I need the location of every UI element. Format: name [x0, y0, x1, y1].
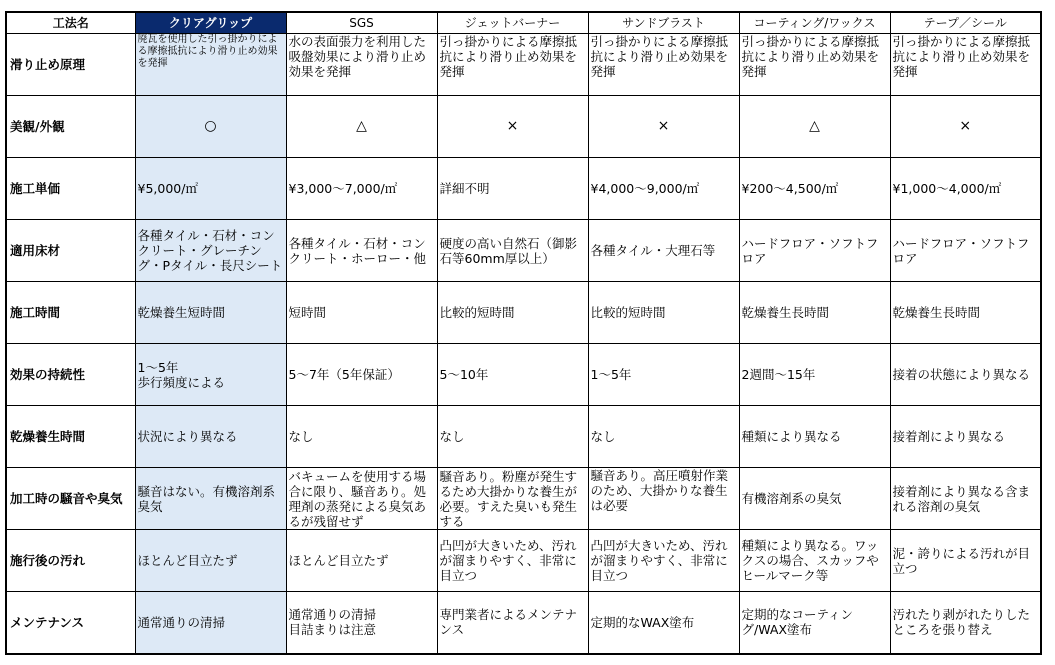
cell: 1～5年 [588, 344, 739, 406]
row-label: 施工単価 [6, 158, 135, 220]
method-header-clear-grip: クリアグリップ [135, 12, 286, 34]
cell: 乾燥養生長時間 [890, 282, 1041, 344]
cell: 状況により異なる [135, 406, 286, 468]
cell: 泥・誇りによる汚れが目立つ [890, 530, 1041, 592]
cell: 通常通りの清掃 [135, 592, 286, 654]
cell: 汚れたり剥がれたりしたところを張り替え [890, 592, 1041, 654]
method-header-sgs: SGS [286, 12, 437, 34]
cell: 各種タイル・大理石等 [588, 220, 739, 282]
cell: 接着の状態により異なる [890, 344, 1041, 406]
cell: なし [588, 406, 739, 468]
rating-symbol: △ [739, 96, 890, 158]
rating-symbol: × [437, 96, 588, 158]
comparison-table [5, 11, 1042, 655]
rating-symbol: × [890, 96, 1041, 158]
row-maintenance [6, 592, 1041, 654]
cell: 各種タイル・石材・コンクリート・グレーチング・Pタイル・長尺シート [135, 220, 286, 282]
cell: 引っ掛かりによる摩擦抵抗により滑り止め効果を発揮 [739, 34, 890, 96]
row-work-time [6, 282, 1041, 344]
cell: 5～10年 [437, 344, 588, 406]
cell: 凸凹が大きいため、汚れが溜まりやすく、非常に目立つ [588, 530, 739, 592]
cell: 比較的短時間 [588, 282, 739, 344]
row-noise-odor [6, 468, 1041, 530]
cell: ¥4,000～9,000/㎡ [588, 158, 739, 220]
method-name-header: 工法名 [6, 12, 135, 34]
row-label: 施工時間 [6, 282, 135, 344]
cell: ほとんど目立たず [286, 530, 437, 592]
cell: 有機溶剤系の臭気 [739, 468, 890, 530]
cell: 乾燥養生短時間 [135, 282, 286, 344]
cell: 比較的短時間 [437, 282, 588, 344]
row-floor-material [6, 220, 1041, 282]
cell: 乾燥養生長時間 [739, 282, 890, 344]
cell: 騒音あり。高圧噴射作業のため、大掛かりな養生は必要 [588, 468, 739, 530]
row-appearance [6, 96, 1041, 158]
cell: 1～5年 歩行頻度による [135, 344, 286, 406]
cell: 5～7年（5年保証） [286, 344, 437, 406]
row-dirt-after [6, 530, 1041, 592]
cell: ¥5,000/㎡ [135, 158, 286, 220]
cell: 凸凹が大きいため、汚れが溜まりやすく、非常に目立つ [437, 530, 588, 592]
rating-symbol: ○ [135, 96, 286, 158]
cell: 各種タイル・石材・コンクリート・ホーロー・他 [286, 220, 437, 282]
cell: 廃瓦を使用した引っ掛かりによる摩擦抵抗により滑り止め効果を発揮 [135, 34, 286, 96]
cell: ¥3,000～7,000/㎡ [286, 158, 437, 220]
header-row [6, 12, 1041, 34]
cell: 接着剤により異なる [890, 406, 1041, 468]
row-curing-time [6, 406, 1041, 468]
cell: 騒音はない。有機溶剤系臭気 [135, 468, 286, 530]
row-durability [6, 344, 1041, 406]
cell: なし [437, 406, 588, 468]
row-label: 適用床材 [6, 220, 135, 282]
cell: 定期的なWAX塗布 [588, 592, 739, 654]
cell: ¥200～4,500/㎡ [739, 158, 890, 220]
cell: ¥1,000～4,000/㎡ [890, 158, 1041, 220]
rating-symbol: × [588, 96, 739, 158]
row-label: 加工時の騒音や臭気 [6, 468, 135, 530]
cell: 水の表面張力を利用した吸盤効果により滑り止め効果を発揮 [286, 34, 437, 96]
cell: ハードフロア・ソフトフロア [739, 220, 890, 282]
row-label: メンテナンス [6, 592, 135, 654]
cell: 専門業者によるメンテナンス [437, 592, 588, 654]
cell: バキュームを使用する場合に限り、騒音あり。処理剤の蒸発による臭気あるが残留せず [286, 468, 437, 530]
row-label: 滑り止め原理 [6, 34, 135, 96]
row-unit-price [6, 158, 1041, 220]
method-header-tape-seal: テープ／シール [890, 12, 1041, 34]
cell: 騒音あり。粉塵が発生するため大掛かりな養生が必要。すえた臭いも発生する [437, 468, 588, 530]
rating-symbol: △ [286, 96, 437, 158]
cell: ハードフロア・ソフトフロア [890, 220, 1041, 282]
cell: 通常通りの清掃 目詰まりは注意 [286, 592, 437, 654]
row-principle [6, 34, 1041, 96]
cell: 引っ掛かりによる摩擦抵抗により滑り止め効果を発揮 [437, 34, 588, 96]
cell: 2週間～15年 [739, 344, 890, 406]
row-label: 効果の持続性 [6, 344, 135, 406]
row-label: 美観/外観 [6, 96, 135, 158]
cell: 定期的なコーティング/WAX塗布 [739, 592, 890, 654]
cell: 短時間 [286, 282, 437, 344]
method-header-jet-burner: ジェットバーナー [437, 12, 588, 34]
cell: 接着剤により異なる含まれる溶剤の臭気 [890, 468, 1041, 530]
cell: 硬度の高い自然石（御影石等60mm厚以上） [437, 220, 588, 282]
cell: ほとんど目立たず [135, 530, 286, 592]
method-header-sandblast: サンドブラスト [588, 12, 739, 34]
cell: なし [286, 406, 437, 468]
cell: 引っ掛かりによる摩擦抵抗により滑り止め効果を発揮 [588, 34, 739, 96]
cell: 種類により異なる。ワックスの場合、スカッフやヒールマーク等 [739, 530, 890, 592]
row-label: 乾燥養生時間 [6, 406, 135, 468]
method-header-coating-wax: コーティング/ワックス [739, 12, 890, 34]
cell: 詳細不明 [437, 158, 588, 220]
cell: 種類により異なる [739, 406, 890, 468]
cell: 引っ掛かりによる摩擦抵抗により滑り止め効果を発揮 [890, 34, 1041, 96]
row-label: 施行後の汚れ [6, 530, 135, 592]
